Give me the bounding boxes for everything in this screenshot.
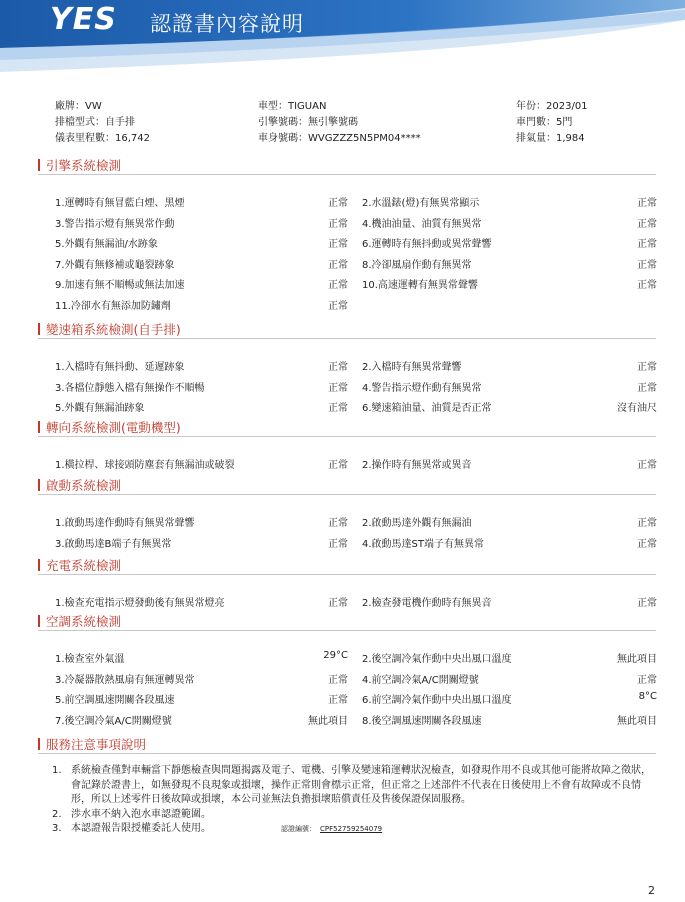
vehicle-mileage: 儀表里程數：16,742 bbox=[55, 133, 150, 144]
status-left: 正常 bbox=[328, 198, 348, 209]
status-left: 正常 bbox=[328, 239, 348, 250]
check-item-right: 2.操作時有無異常或異音 bbox=[362, 460, 472, 471]
vehicle-vin: 車身號碼：WVGZZZ5N5PM04**** bbox=[258, 133, 421, 144]
check-item-left: 3.各檔位靜態入檔有無操作不順暢 bbox=[55, 382, 205, 394]
check-item-left: 1.橫拉桿、球接頭防塵套有無漏油或破裂 bbox=[55, 460, 235, 471]
check-item-left: 7.後空調冷氣A/C開關燈號 bbox=[55, 715, 172, 727]
status-right: 正常 bbox=[637, 460, 657, 471]
status-left: 正常 bbox=[328, 382, 348, 394]
check-item-left: 5.外觀有無漏油/水跡象 bbox=[55, 239, 158, 250]
section-title bbox=[38, 556, 121, 574]
status-left: 正常 bbox=[328, 403, 348, 414]
note-item bbox=[52, 822, 660, 837]
section-title-text: 啟動系統檢測 bbox=[46, 478, 122, 493]
check-item-right: 4.啟動馬達ST端子有無異常 bbox=[362, 538, 484, 550]
check-item-left: 9.加速有無不順暢或無法加速 bbox=[55, 280, 185, 291]
check-item-left: 5.外觀有無漏油跡象 bbox=[55, 403, 145, 414]
section-bar bbox=[38, 559, 40, 571]
section-divider bbox=[38, 436, 656, 437]
section-bar bbox=[38, 421, 40, 433]
section-title bbox=[38, 156, 121, 174]
section-divider bbox=[38, 338, 656, 339]
status-left: 正常 bbox=[328, 460, 348, 471]
section-divider bbox=[38, 753, 656, 754]
section-divider bbox=[38, 574, 656, 575]
status-left: 正常 bbox=[328, 674, 348, 686]
section-title-text: 變速箱系統檢測(自手排) bbox=[46, 322, 181, 337]
check-item-right: 8.後空調風速開關各段風速 bbox=[362, 715, 482, 727]
status-right: 正常 bbox=[637, 598, 657, 609]
vehicle-displacement: 排氣量：1,984 bbox=[516, 133, 585, 144]
status-left: 正常 bbox=[328, 362, 348, 373]
service-title: 服務注意事項說明 bbox=[46, 737, 147, 752]
section-divider bbox=[38, 494, 656, 495]
section-title bbox=[38, 612, 121, 630]
check-item-left: 1.檢查充電指示燈發動後有無異常燈亮 bbox=[55, 598, 225, 609]
status-right: 正常 bbox=[637, 382, 657, 394]
status-right: 無此項目 bbox=[617, 715, 657, 727]
section-bar bbox=[38, 159, 40, 171]
check-item-left: 11.冷卻水有無添加防鏽劑 bbox=[55, 300, 171, 312]
check-item-left: 1.入檔時有無抖動、延遲跡象 bbox=[55, 362, 185, 373]
section-bar bbox=[38, 323, 40, 335]
status-right: 正常 bbox=[637, 280, 657, 291]
status-left: 正常 bbox=[328, 218, 348, 230]
vehicle-doors: 車門數：5門 bbox=[516, 117, 573, 128]
check-item-left: 1.檢查室外氣溫 bbox=[55, 654, 125, 665]
status-right: 8°C bbox=[638, 691, 657, 702]
check-item-right: 2.後空調冷氣作動中央出風口溫度 bbox=[362, 654, 512, 665]
section-bar bbox=[38, 479, 40, 491]
cert-label: 認證編號： bbox=[281, 825, 316, 833]
check-item-right: 4.機油油量、油質有無異常 bbox=[362, 218, 482, 230]
section-bar bbox=[38, 738, 40, 750]
status-right: 正常 bbox=[637, 518, 657, 529]
status-right: 正常 bbox=[637, 538, 657, 550]
check-item-right: 2.入檔時有無異常聲響 bbox=[362, 362, 462, 373]
status-left: 29°C bbox=[323, 650, 348, 661]
check-item-right: 2.檢查發電機作動時有無異音 bbox=[362, 598, 492, 609]
status-left: 正常 bbox=[328, 259, 348, 271]
check-item-right: 4.前空調冷氣A/C開關燈號 bbox=[362, 674, 479, 686]
section-bar bbox=[38, 615, 40, 627]
status-left: 正常 bbox=[328, 695, 348, 706]
section-title bbox=[38, 476, 121, 494]
check-item-left: 1.啟動馬達作動時有無異常聲響 bbox=[55, 518, 195, 529]
status-right: 正常 bbox=[637, 218, 657, 230]
note-text: 系統檢查僅對車輛當下靜態檢查與問題揭露及電子、電機、引擎及變速箱運轉狀況檢查，如發現作用不良或其他可能將故障之徵狀，會記錄於證書上，如無發現不良現象或損壞，操作正常則會標示正常，但正常之上述部件不代表在日後使用上不會有故障或不良情形，所以上述零件日後故障或損壞，本公司並無法負擔損壞賠償責任及售後保證保固服務。 bbox=[71, 765, 651, 805]
section-divider bbox=[38, 630, 656, 631]
note-item bbox=[52, 764, 660, 808]
status-left: 正常 bbox=[328, 598, 348, 609]
check-item-left: 5.前空調風速開關各段風速 bbox=[55, 695, 175, 706]
check-item-right: 8.冷卻風扇作動有無異常 bbox=[362, 259, 472, 271]
note-item bbox=[52, 808, 660, 823]
status-right: 正常 bbox=[637, 362, 657, 373]
certificate-number bbox=[281, 825, 382, 833]
cert-value: CPF52759254079 bbox=[320, 825, 383, 833]
status-left: 正常 bbox=[328, 518, 348, 529]
section-title bbox=[38, 418, 181, 436]
status-left: 無此項目 bbox=[308, 715, 348, 727]
check-item-left: 7.外觀有無修補或龜裂跡象 bbox=[55, 259, 175, 271]
status-right: 正常 bbox=[637, 239, 657, 250]
vehicle-engine-no: 引擎號碼：無引擎號碼 bbox=[258, 117, 358, 128]
check-item-right: 2.水溫錶(燈)有無異常顯示 bbox=[362, 198, 480, 209]
check-item-left: 3.冷凝器散熱風扇有無運轉異常 bbox=[55, 674, 195, 686]
status-right: 正常 bbox=[637, 674, 657, 686]
note-number: 3. bbox=[52, 823, 62, 834]
check-item-left: 3.啟動馬達B端子有無異常 bbox=[55, 538, 172, 550]
status-right: 正常 bbox=[637, 259, 657, 271]
check-item-right: 4.警告指示燈作動有無異常 bbox=[362, 382, 482, 394]
service-notes bbox=[52, 764, 660, 837]
status-right: 正常 bbox=[637, 198, 657, 209]
check-item-right: 6.變速箱油量、油質是否正常 bbox=[362, 403, 492, 414]
section-title-text: 充電系統檢測 bbox=[46, 558, 122, 573]
header-banner bbox=[0, 0, 685, 88]
section-title-text: 轉向系統檢測(電動機型) bbox=[46, 420, 181, 435]
note-number: 1. bbox=[52, 765, 62, 776]
note-text: 渉水車不納入泡水車認證範圍。 bbox=[71, 808, 211, 820]
status-right: 沒有油尺 bbox=[617, 403, 657, 414]
check-item-left: 1.運轉時有無冒藍白煙、黑煙 bbox=[55, 198, 185, 209]
vehicle-brand: 廠牌：VW bbox=[55, 101, 102, 112]
section-divider bbox=[38, 174, 656, 175]
note-text-main: 本認證報告限授權委託人使用。 bbox=[71, 823, 211, 834]
status-left: 正常 bbox=[328, 280, 348, 291]
page-number: 2 bbox=[648, 884, 655, 897]
vehicle-transmission: 排檔型式：自手排 bbox=[55, 117, 135, 128]
check-item-right: 10.高速運轉有無異常聲響 bbox=[362, 280, 478, 291]
note-number: 2. bbox=[52, 808, 62, 820]
section-title-text: 空調系統檢測 bbox=[46, 614, 122, 629]
note-text bbox=[71, 822, 660, 837]
page-title: 認證書內容說明 bbox=[150, 12, 304, 36]
check-item-left: 3.警告指示燈有無異常作動 bbox=[55, 218, 175, 230]
vehicle-year: 年份：2023/01 bbox=[516, 101, 588, 112]
status-left: 正常 bbox=[328, 300, 348, 312]
section-title-text: 引擎系統檢測 bbox=[46, 158, 122, 173]
check-item-right: 2.啟動馬達外觀有無漏油 bbox=[362, 518, 472, 529]
yes-logo: YES bbox=[50, 2, 117, 37]
check-item-right: 6.前空調冷氣作動中央出風口溫度 bbox=[362, 695, 512, 706]
check-item-right: 6.運轉時有無抖動或異常聲響 bbox=[362, 239, 492, 250]
vehicle-model: 車型：TIGUAN bbox=[258, 101, 327, 112]
section-title bbox=[38, 320, 181, 338]
status-right: 無此項目 bbox=[617, 654, 657, 665]
section-title-service bbox=[38, 735, 146, 753]
status-left: 正常 bbox=[328, 538, 348, 550]
